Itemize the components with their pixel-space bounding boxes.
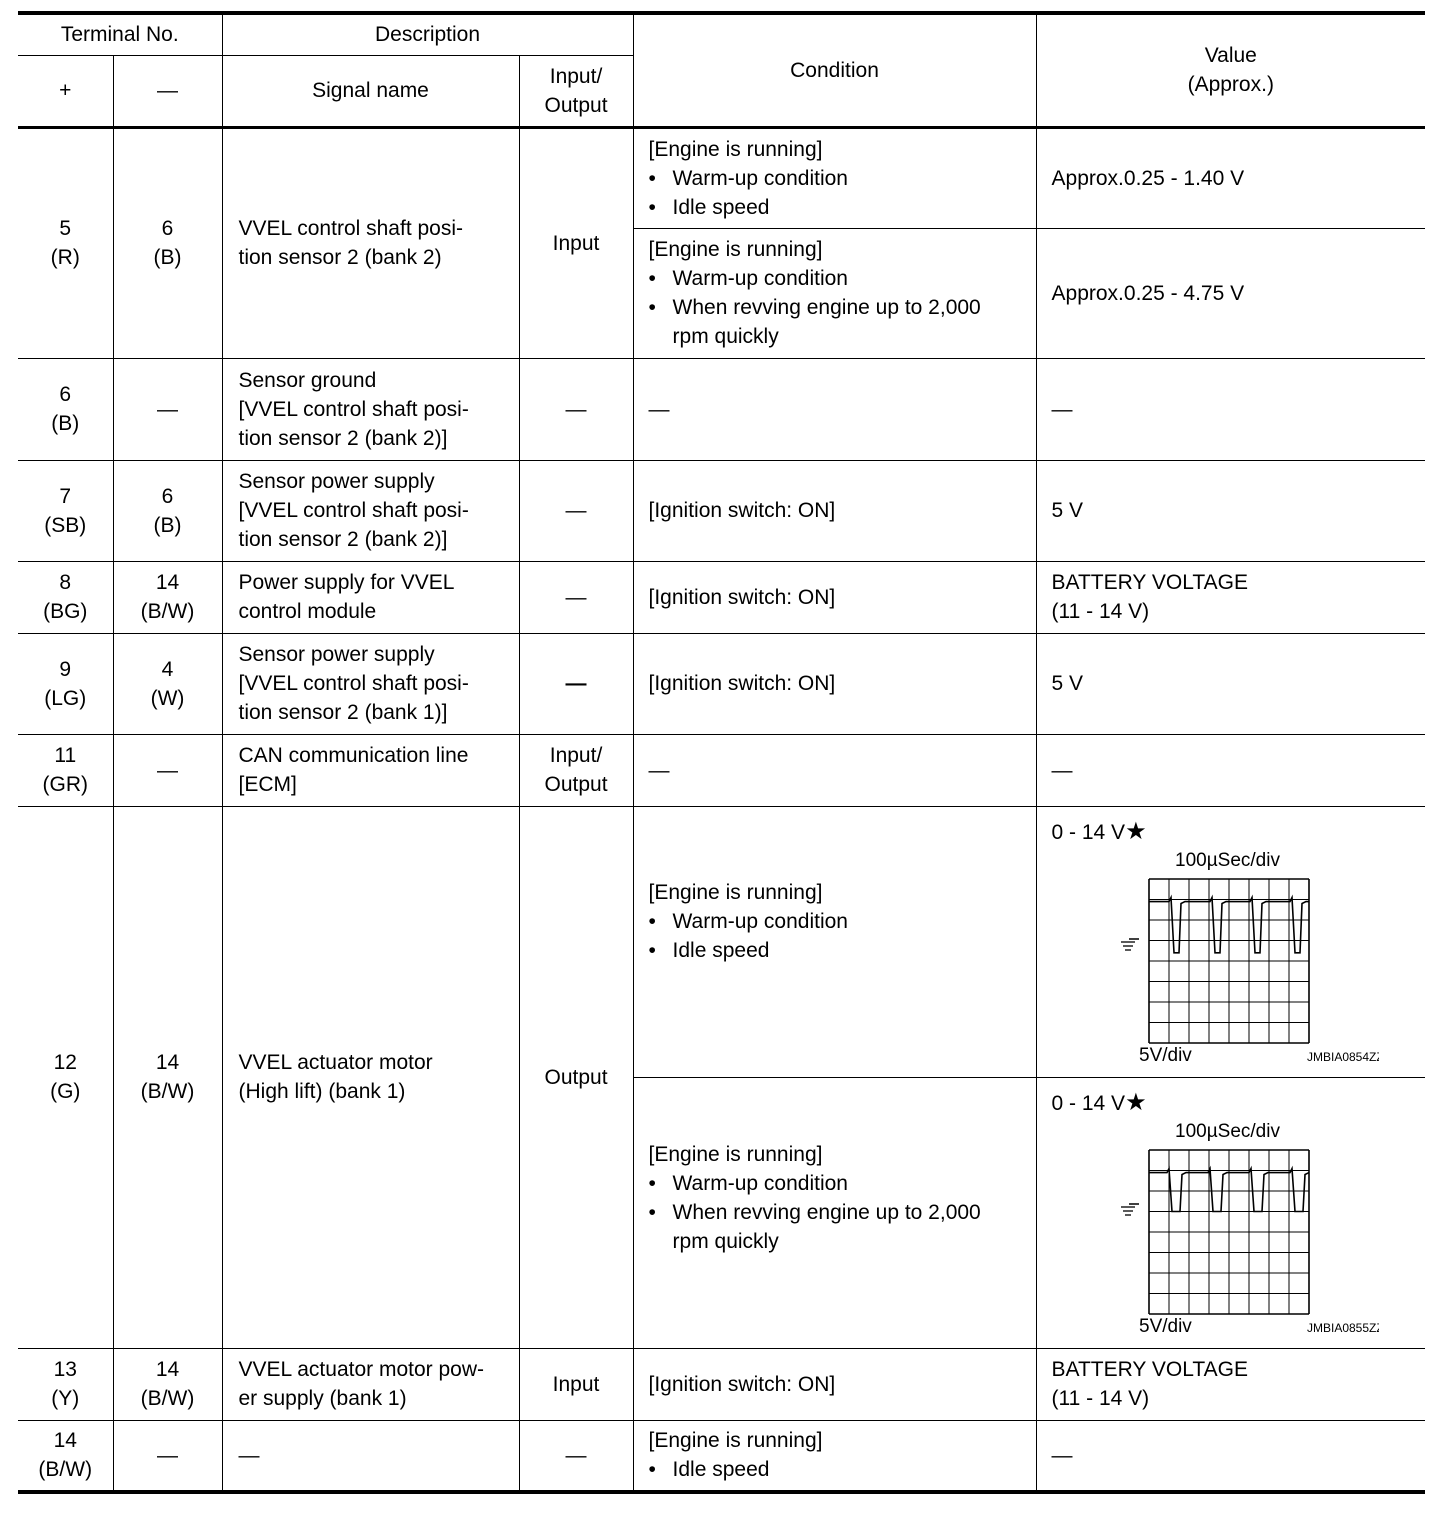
- signal-line: tion sensor 2 (bank 2): [238, 246, 442, 269]
- table-row: [18, 561, 1425, 633]
- bullet-text: Warm-up condition: [672, 166, 848, 190]
- terminal-number: 14: [53, 1429, 77, 1453]
- condition-head: [Engine is running]: [648, 1429, 823, 1453]
- value-line: (11 - 14 V): [1051, 1387, 1150, 1410]
- table-row: [18, 1348, 1425, 1420]
- condition-head: [Engine is running]: [648, 137, 823, 161]
- condition-cell: [633, 228, 1036, 358]
- wire-color: (Y): [51, 1387, 80, 1410]
- condition-bullet: [649, 1455, 1036, 1484]
- terminal-number: 6: [59, 383, 72, 406]
- wire-color: (B/W): [140, 1080, 195, 1103]
- plus-terminal: [18, 633, 113, 734]
- value-line: (11 - 14 V): [1051, 600, 1150, 623]
- scope-grid: [1149, 879, 1309, 1043]
- bullet-glyph: •: [648, 1200, 656, 1224]
- table-row: [18, 806, 1425, 1077]
- minus-terminal: —: [113, 734, 222, 806]
- wire-color: (GR): [42, 773, 88, 796]
- header-value-line2: (Approx.): [1187, 73, 1274, 97]
- bullet-glyph: •: [648, 1171, 656, 1195]
- wire-color: (B/W): [38, 1458, 93, 1482]
- terminal-number: 12: [53, 1051, 77, 1074]
- io-type: Output: [519, 806, 633, 1348]
- minus-terminal: [113, 127, 222, 358]
- value-cell: —: [1036, 1420, 1425, 1492]
- signal-line: Sensor power supply: [238, 643, 435, 666]
- terminal-number: 13: [53, 1358, 77, 1381]
- table-row: [18, 127, 1425, 228]
- condition-bullet: [649, 936, 1036, 965]
- ground-symbol-icon: [1121, 939, 1139, 950]
- table-row: [18, 633, 1425, 734]
- signal-line: tion sensor 2 (bank 2)]: [238, 426, 448, 450]
- condition-cell: [Ignition switch: ON]: [633, 460, 1036, 561]
- plus-terminal: [18, 127, 113, 358]
- bullet-text: Warm-up condition: [672, 910, 848, 933]
- header-minus: —: [113, 55, 222, 127]
- time-div-label: 100µSec/div: [1174, 849, 1280, 871]
- ground-symbol-icon: [1121, 1204, 1139, 1215]
- value-cell: 5 V: [1036, 633, 1425, 734]
- terminal-number: 4: [161, 657, 174, 681]
- terminal-number: 14: [155, 1051, 180, 1074]
- minus-terminal: [113, 561, 222, 633]
- minus-terminal: [113, 806, 222, 1348]
- signal-line: [VVEL control shaft posi-: [238, 672, 469, 695]
- io-type: —: [519, 561, 633, 633]
- header-io-line2: Output: [544, 93, 608, 117]
- minus-terminal: —: [113, 1420, 222, 1492]
- header-input-output: [519, 55, 633, 127]
- value-cell: Approx.0.25 - 1.40 V: [1036, 127, 1425, 228]
- signal-line: (High lift) (bank 1): [238, 1080, 406, 1103]
- bullet-glyph: •: [648, 910, 656, 933]
- condition-head: [Engine is running]: [648, 238, 823, 261]
- condition-cell: —: [633, 734, 1036, 806]
- wire-color: (B): [153, 246, 182, 269]
- condition-bullet: [649, 193, 1036, 222]
- condition-cell: [Ignition switch: ON]: [633, 633, 1036, 734]
- wire-color: (B): [51, 412, 80, 435]
- bullet-text: Warm-up condition: [672, 1171, 848, 1195]
- io-type: —: [519, 460, 633, 561]
- wire-color: (B): [153, 513, 182, 537]
- terminal-number: 8: [59, 571, 72, 594]
- terminal-number: 5: [59, 217, 72, 240]
- io-type: —: [519, 358, 633, 460]
- condition-cell: [633, 127, 1036, 228]
- bullet-text: When revving engine up to 2,000: [672, 296, 981, 319]
- condition-bullet: [649, 264, 1036, 293]
- wire-color: (W): [150, 686, 185, 710]
- signal-line: tion sensor 2 (bank 1)]: [238, 701, 448, 724]
- wire-color: (R): [50, 246, 80, 269]
- condition-bullet: [649, 1198, 1036, 1227]
- signal-line: CAN communication line: [238, 744, 469, 767]
- terminal-number: 6: [161, 217, 174, 240]
- io-line: Output: [544, 773, 608, 796]
- bullet-text: Idle speed: [672, 939, 770, 962]
- condition-cell: [633, 1420, 1036, 1492]
- minus-terminal: —: [113, 358, 222, 460]
- signal-line: tion sensor 2 (bank 2)]: [238, 528, 448, 551]
- signal-line: [VVEL control shaft posi-: [238, 397, 469, 421]
- value-cell: —: [1036, 734, 1425, 806]
- value-cell: Approx.0.25 - 4.75 V: [1036, 228, 1425, 358]
- signal-line: VVEL control shaft posi-: [238, 217, 463, 240]
- signal-name: [222, 358, 519, 460]
- wire-color: (B/W): [140, 600, 195, 623]
- plus-terminal: [18, 806, 113, 1348]
- value-text: 0 - 14 V: [1051, 1091, 1126, 1115]
- header-value: [1036, 13, 1425, 127]
- signal-line: [VVEL control shaft posi-: [238, 499, 469, 522]
- signal-line: er supply (bank 1): [238, 1387, 407, 1410]
- value-line: BATTERY VOLTAGE: [1051, 1358, 1248, 1381]
- minus-terminal: [113, 460, 222, 561]
- table-row: [18, 460, 1425, 561]
- volt-div-label: 5V/div: [1138, 1315, 1192, 1336]
- io-type: —: [519, 1420, 633, 1492]
- plus-terminal: [18, 1420, 113, 1492]
- signal-line: Power supply for VVEL: [238, 571, 455, 594]
- table-row: [18, 1420, 1425, 1492]
- header-plus: +: [18, 55, 113, 127]
- signal-line: Sensor ground: [238, 368, 377, 392]
- header-description: Description: [222, 13, 633, 55]
- terminal-number: 14: [155, 571, 180, 594]
- signal-line: VVEL actuator motor pow-: [238, 1358, 484, 1381]
- value-cell: [1036, 1348, 1425, 1420]
- star-icon: ★: [1125, 1088, 1147, 1116]
- bullet-glyph: •: [648, 1458, 656, 1482]
- bullet-text: Idle speed: [672, 195, 770, 219]
- terminal-number: 9: [59, 657, 72, 681]
- minus-terminal: [113, 633, 222, 734]
- header-terminal-no: Terminal No.: [18, 13, 222, 55]
- condition-cell: [Ignition switch: ON]: [633, 561, 1036, 633]
- plus-terminal: [18, 561, 113, 633]
- condition-bullet: [649, 164, 1036, 193]
- signal-line: [ECM]: [238, 773, 297, 796]
- plus-terminal: [18, 1348, 113, 1420]
- bullet-text: When revving engine up to 2,000: [672, 1200, 981, 1224]
- wire-color: (BG): [43, 600, 88, 623]
- condition-bullet: [649, 1169, 1036, 1198]
- value-cell: —: [1036, 358, 1425, 460]
- condition-head: [Engine is running]: [648, 881, 823, 904]
- star-icon: ★: [1125, 817, 1147, 845]
- value-text: 0 - 14 V: [1051, 820, 1126, 844]
- wire-color: (SB): [44, 513, 87, 537]
- bullet-text: Idle speed: [672, 1458, 770, 1482]
- value-cell: [1036, 806, 1425, 1077]
- io-line: Input/: [549, 744, 603, 767]
- condition-bullet: [649, 907, 1036, 936]
- signal-name: —: [222, 1420, 519, 1492]
- signal-line: Sensor power supply: [238, 470, 435, 493]
- bullet-glyph: •: [648, 195, 656, 219]
- volt-div-label: 5V/div: [1138, 1044, 1192, 1065]
- condition-head: [Engine is running]: [648, 1142, 823, 1166]
- plus-terminal: [18, 734, 113, 806]
- bullet-glyph: •: [648, 939, 656, 962]
- bullet-glyph: •: [648, 166, 656, 190]
- signal-name: [222, 460, 519, 561]
- signal-line: control module: [238, 600, 377, 623]
- condition-cell: —: [633, 358, 1036, 460]
- wire-color: (G): [50, 1080, 81, 1103]
- value-cell: [1036, 1077, 1425, 1348]
- bullet-text: Warm-up condition: [672, 267, 848, 290]
- terminal-number: 11: [54, 744, 77, 767]
- oscilloscope-waveform: [1079, 843, 1379, 1073]
- figure-id: JMBIA0855ZZ: [1306, 1320, 1379, 1335]
- signal-name: [222, 561, 519, 633]
- terminal-number: 14: [155, 1358, 180, 1381]
- time-div-label: 100µSec/div: [1174, 1120, 1280, 1142]
- table-row: [18, 734, 1425, 806]
- bullet-continuation: rpm quickly: [672, 325, 779, 348]
- bullet-continuation: rpm quickly: [672, 1229, 779, 1253]
- header-io-line1: Input/: [549, 64, 603, 88]
- terminal-number: 7: [59, 484, 72, 508]
- bullet-glyph: •: [648, 296, 656, 319]
- figure-id: JMBIA0854ZZ: [1306, 1049, 1379, 1064]
- signal-name: [222, 633, 519, 734]
- plus-terminal: [18, 460, 113, 561]
- condition-cell: [633, 1077, 1036, 1348]
- table-row: [18, 358, 1425, 460]
- wire-color: (B/W): [140, 1387, 195, 1410]
- condition-cell: [633, 806, 1036, 1077]
- terminal-table: [18, 11, 1425, 1494]
- scope-grid: [1149, 1150, 1309, 1314]
- value-line: BATTERY VOLTAGE: [1051, 571, 1248, 594]
- signal-line: VVEL actuator motor: [238, 1051, 433, 1074]
- header-value-line1: Value: [1204, 44, 1257, 68]
- plus-terminal: [18, 358, 113, 460]
- minus-terminal: [113, 1348, 222, 1420]
- signal-name: [222, 734, 519, 806]
- signal-name: [222, 127, 519, 358]
- io-type: Input: [519, 127, 633, 358]
- condition-bullet: [649, 293, 1036, 322]
- header-condition: Condition: [633, 13, 1036, 127]
- io-type: Input: [519, 1348, 633, 1420]
- value-cell: 5 V: [1036, 460, 1425, 561]
- signal-name: [222, 806, 519, 1348]
- oscilloscope-waveform: [1079, 1114, 1379, 1344]
- bullet-glyph: •: [648, 267, 656, 290]
- io-type: [519, 734, 633, 806]
- condition-cell: [Ignition switch: ON]: [633, 1348, 1036, 1420]
- io-type: —: [519, 633, 633, 734]
- value-cell: [1036, 561, 1425, 633]
- signal-name: [222, 1348, 519, 1420]
- wire-color: (LG): [44, 686, 87, 710]
- header-signal-name: Signal name: [222, 55, 519, 127]
- terminal-number: 6: [161, 484, 174, 508]
